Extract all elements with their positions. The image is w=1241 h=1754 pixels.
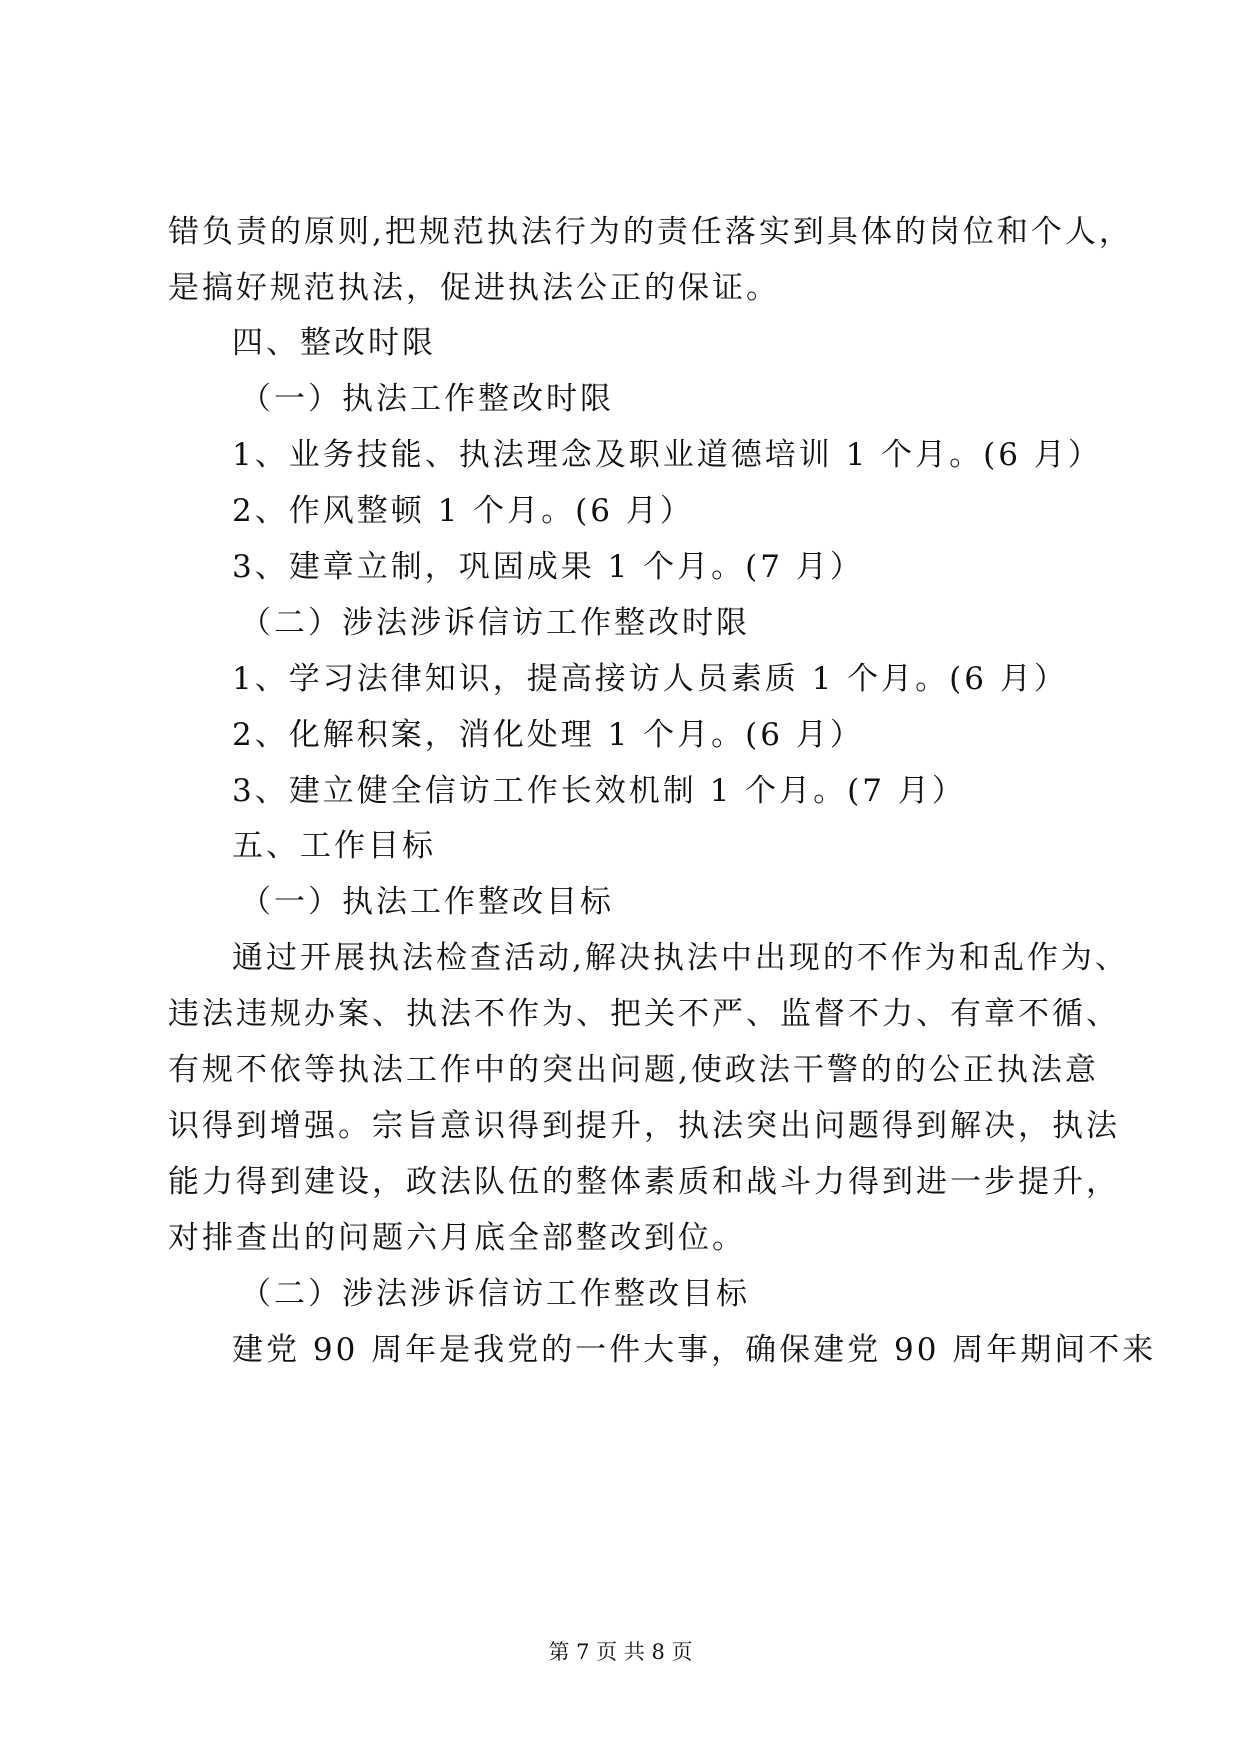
- body-text-line: 有规不依等执法工作中的突出问题,使政法干警的的公正执法意: [168, 1052, 1099, 1088]
- subsection-heading: （二）涉法涉诉信访工作整改时限: [240, 605, 750, 641]
- section-heading-4: 四、整改时限: [232, 325, 436, 361]
- list-item: 3、建立健全信访工作长效机制 1 个月。(7 月）: [232, 773, 966, 809]
- list-item: 3、建章立制，巩固成果 1 个月。(7 月）: [232, 549, 864, 585]
- body-text-line: 是搞好规范执法，促进执法公正的保证。: [168, 270, 780, 306]
- subsection-heading: （一）执法工作整改时限: [240, 381, 614, 417]
- body-text-line: 对排查出的问题六月底全部整改到位。: [168, 1220, 746, 1256]
- body-text-line: 能力得到建设，政法队伍的整体素质和战斗力得到进一步提升，: [168, 1164, 1120, 1200]
- page-footer: 第 7 页 共 8 页: [548, 1640, 693, 1664]
- list-item: 1、学习法律知识，提高接访人员素质 1 个月。(6 月）: [232, 661, 1068, 697]
- body-text-line: 识得到增强。宗旨意识得到提升，执法突出问题得到解决，执法: [168, 1108, 1120, 1144]
- list-item: 2、作风整顿 1 个月。(6 月）: [232, 493, 694, 529]
- list-item: 2、化解积案，消化处理 1 个月。(6 月）: [232, 717, 864, 753]
- body-text-line: 通过开展执法检查活动,解决执法中出现的不作为和乱作为、: [232, 940, 1129, 976]
- body-text-line: 错负责的原则,把规范执法行为的责任落实到具体的岗位和个人，: [168, 214, 1133, 250]
- subsection-heading: （二）涉法涉诉信访工作整改目标: [240, 1276, 750, 1312]
- section-heading-5: 五、工作目标: [232, 828, 436, 864]
- body-text-line: 违法违规办案、执法不作为、把关不严、监督不力、有章不循、: [168, 996, 1120, 1032]
- subsection-heading: （一）执法工作整改目标: [240, 884, 614, 920]
- list-item: 1、业务技能、执法理念及职业道德培训 1 个月。(6 月）: [232, 437, 1102, 473]
- body-text-line: 建党 90 周年是我党的一件大事，确保建党 90 周年期间不来: [232, 1332, 1157, 1368]
